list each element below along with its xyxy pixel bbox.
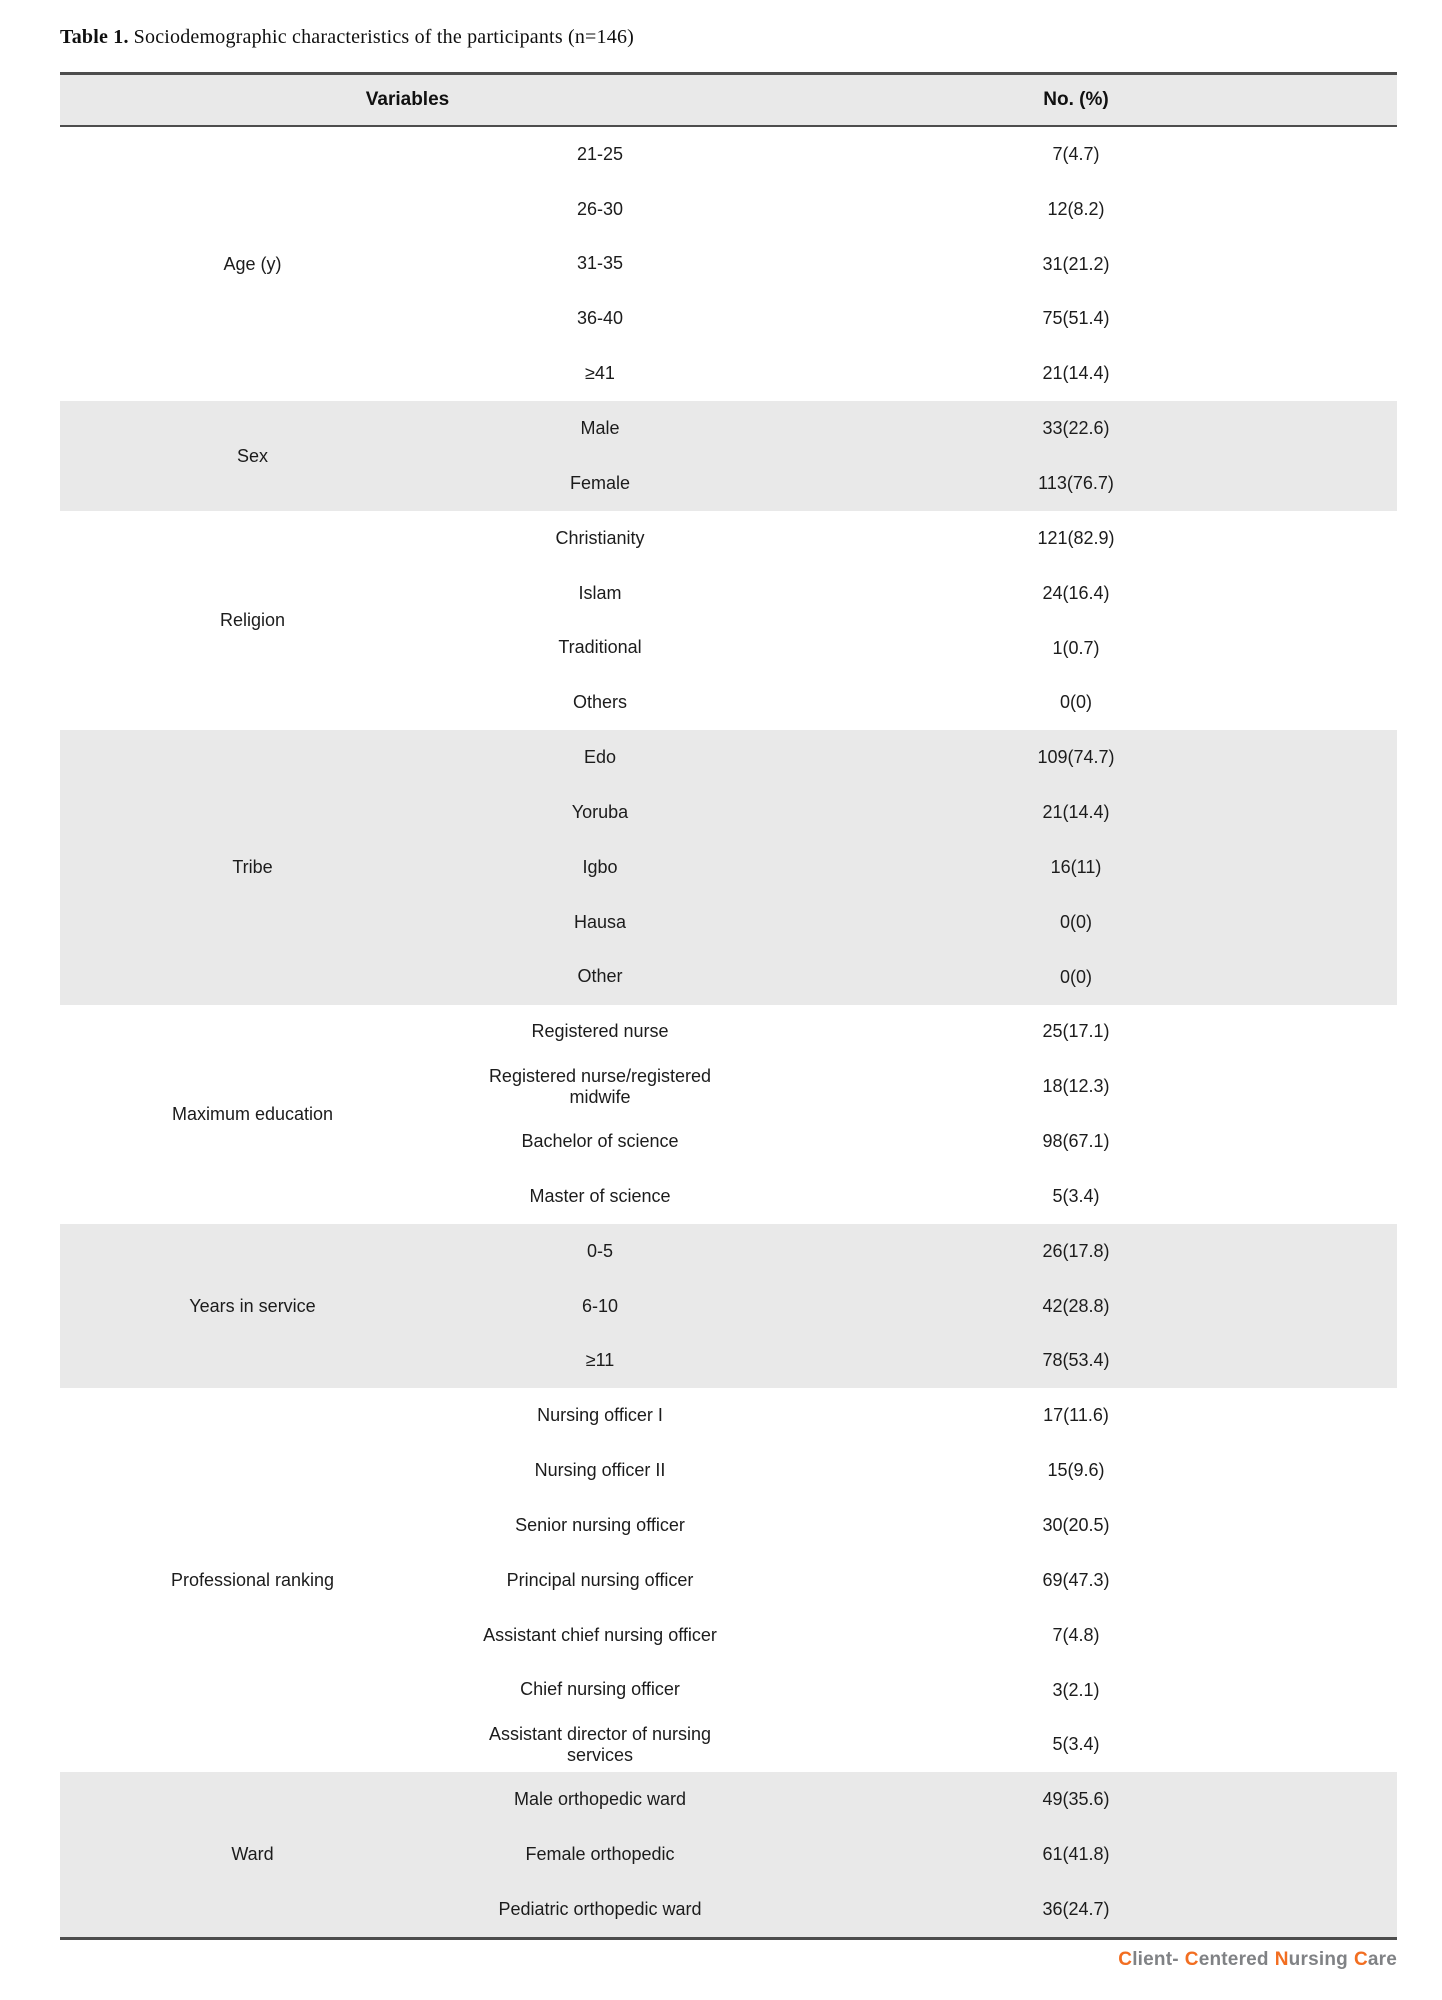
value-cell: 61(41.8) bbox=[1042, 1844, 1110, 1865]
value-cell: 21(14.4) bbox=[1042, 802, 1110, 823]
section-rows bbox=[445, 730, 1397, 1004]
table-row bbox=[445, 1059, 1397, 1114]
value-cell: 0(0) bbox=[1059, 966, 1092, 987]
table-row bbox=[445, 1443, 1397, 1498]
variable-label: Hausa bbox=[573, 911, 627, 932]
journal-logo-word: Client- bbox=[1118, 1949, 1179, 1970]
section-rows bbox=[445, 1005, 1397, 1224]
variable-cell bbox=[445, 840, 755, 895]
table-row bbox=[445, 1224, 1397, 1279]
variable-label: Male orthopedic ward bbox=[513, 1789, 687, 1810]
value-cell: 21(14.4) bbox=[1042, 363, 1110, 384]
variable-cell bbox=[445, 675, 755, 730]
category-cell: Religion bbox=[219, 610, 286, 631]
variable-label: Bachelor of science bbox=[521, 1130, 679, 1151]
table-row bbox=[445, 1388, 1397, 1443]
variable-label: Registered nurse/registered midwife bbox=[488, 1065, 712, 1107]
table-header-row bbox=[60, 75, 1397, 127]
variable-cell bbox=[445, 1663, 755, 1718]
table-row bbox=[445, 1114, 1397, 1169]
header-no-pct: No. (%) bbox=[1043, 89, 1109, 110]
variable-cell bbox=[445, 182, 755, 237]
variable-cell bbox=[445, 456, 755, 511]
table-row bbox=[445, 785, 1397, 840]
variable-label: Christianity bbox=[555, 527, 645, 548]
value-cell: 75(51.4) bbox=[1042, 308, 1110, 329]
value-cell: 0(0) bbox=[1059, 911, 1092, 932]
variable-label: Senior nursing officer bbox=[515, 1514, 685, 1535]
value-cell: 78(53.4) bbox=[1042, 1350, 1110, 1371]
variable-cell bbox=[445, 1169, 755, 1224]
variable-label: Assistant director of nursing services bbox=[488, 1723, 712, 1765]
table-section bbox=[60, 1772, 1397, 1937]
category-cell: Years in service bbox=[189, 1295, 316, 1316]
table-row bbox=[445, 1553, 1397, 1608]
table-row bbox=[445, 292, 1397, 347]
variable-cell bbox=[445, 1882, 755, 1937]
category-cell: Maximum education bbox=[171, 1103, 334, 1124]
table-row bbox=[445, 840, 1397, 895]
sociodemographic-table bbox=[60, 72, 1397, 1940]
table-row bbox=[445, 182, 1397, 237]
variable-cell bbox=[445, 1388, 755, 1443]
table-caption bbox=[60, 26, 634, 49]
variable-cell bbox=[445, 1005, 755, 1060]
table-row bbox=[445, 1772, 1397, 1827]
table-row bbox=[445, 1608, 1397, 1663]
journal-logo bbox=[60, 1949, 1397, 1971]
table-row bbox=[445, 1279, 1397, 1334]
variable-label: Principal nursing officer bbox=[506, 1569, 694, 1590]
variable-cell bbox=[445, 401, 755, 456]
table-row bbox=[445, 237, 1397, 292]
variable-cell bbox=[445, 1553, 755, 1608]
section-rows bbox=[445, 511, 1397, 730]
value-cell: 18(12.3) bbox=[1042, 1076, 1110, 1097]
value-cell: 69(47.3) bbox=[1042, 1569, 1110, 1590]
table-row bbox=[445, 1005, 1397, 1060]
variable-label: Female bbox=[569, 472, 631, 493]
section-rows bbox=[445, 127, 1397, 401]
section-rows bbox=[445, 1388, 1397, 1772]
variable-label: Nursing officer II bbox=[534, 1460, 666, 1481]
table-row bbox=[445, 1498, 1397, 1553]
journal-logo-word: Care bbox=[1353, 1949, 1397, 1970]
table-body bbox=[60, 127, 1397, 1937]
table-section bbox=[60, 511, 1397, 730]
value-cell: 42(28.8) bbox=[1042, 1295, 1110, 1316]
variable-label: 0-5 bbox=[586, 1240, 613, 1261]
table-row bbox=[445, 621, 1397, 676]
variable-cell bbox=[445, 785, 755, 840]
variable-label: Edo bbox=[583, 747, 617, 768]
variable-cell bbox=[445, 292, 755, 347]
value-cell: 5(3.4) bbox=[1052, 1734, 1100, 1755]
variable-label: Pediatric orthopedic ward bbox=[498, 1898, 702, 1919]
value-cell: 121(82.9) bbox=[1037, 527, 1115, 548]
variable-cell bbox=[445, 1827, 755, 1882]
variable-label: Islam bbox=[578, 582, 622, 603]
table-row bbox=[445, 1882, 1397, 1937]
variable-label: Registered nurse bbox=[531, 1021, 669, 1042]
value-cell: 26(17.8) bbox=[1042, 1240, 1110, 1261]
variable-cell bbox=[445, 511, 755, 566]
variable-cell bbox=[445, 566, 755, 621]
variable-label: 26-30 bbox=[576, 198, 624, 219]
category-cell: Professional ranking bbox=[170, 1569, 335, 1590]
value-cell: 0(0) bbox=[1059, 692, 1092, 713]
variable-cell bbox=[445, 621, 755, 676]
table-row bbox=[445, 950, 1397, 1005]
variable-label: 31-35 bbox=[576, 253, 624, 274]
value-cell: 17(11.6) bbox=[1043, 1405, 1109, 1426]
value-cell: 5(3.4) bbox=[1052, 1185, 1100, 1206]
table-section bbox=[60, 730, 1397, 1004]
table-row bbox=[445, 401, 1397, 456]
table-row bbox=[445, 1334, 1397, 1389]
variable-label: Assistant chief nursing officer bbox=[483, 1624, 717, 1645]
variable-cell bbox=[445, 895, 755, 950]
table-row bbox=[445, 511, 1397, 566]
journal-logo-word: Centered bbox=[1184, 1949, 1269, 1970]
table-row bbox=[445, 1169, 1397, 1224]
table-row bbox=[445, 675, 1397, 730]
variable-cell bbox=[445, 1772, 755, 1827]
value-cell: 25(17.1) bbox=[1042, 1021, 1110, 1042]
table-caption-text: Sociodemographic characteristics of the participants (n=146) bbox=[133, 26, 635, 48]
section-rows bbox=[445, 1224, 1397, 1389]
variable-label: 6-10 bbox=[581, 1295, 619, 1316]
variable-label: 36-40 bbox=[576, 308, 624, 329]
table-caption-label: Table 1. bbox=[60, 26, 129, 48]
table-row bbox=[445, 895, 1397, 950]
value-cell: 7(4.8) bbox=[1052, 1624, 1100, 1645]
value-cell: 15(9.6) bbox=[1047, 1460, 1105, 1481]
variable-label: Female orthopedic bbox=[525, 1843, 675, 1864]
variable-label: Others bbox=[572, 692, 628, 713]
value-cell: 49(35.6) bbox=[1042, 1789, 1110, 1810]
variable-label: 21-25 bbox=[576, 143, 624, 164]
value-cell: 24(16.4) bbox=[1042, 582, 1110, 603]
variable-cell bbox=[445, 1224, 755, 1279]
header-variables: Variables bbox=[365, 89, 450, 110]
variable-cell bbox=[445, 730, 755, 785]
variable-cell bbox=[445, 1608, 755, 1663]
category-cell: Sex bbox=[236, 445, 269, 466]
variable-cell bbox=[445, 127, 755, 182]
variable-cell bbox=[445, 1498, 755, 1553]
value-cell: 113(76.7) bbox=[1038, 472, 1114, 493]
table-row bbox=[445, 346, 1397, 401]
variable-cell bbox=[445, 346, 755, 401]
journal-logo-word: Nursing bbox=[1274, 1949, 1348, 1970]
value-cell: 7(4.7) bbox=[1052, 143, 1100, 164]
value-cell: 30(20.5) bbox=[1042, 1515, 1110, 1536]
variable-label: Yoruba bbox=[571, 801, 629, 822]
value-cell: 1(0.7) bbox=[1052, 637, 1100, 658]
table-row bbox=[445, 566, 1397, 621]
variable-cell bbox=[445, 1114, 755, 1169]
variable-cell bbox=[445, 1279, 755, 1334]
value-cell: 109(74.7) bbox=[1037, 747, 1115, 768]
variable-cell bbox=[445, 1717, 755, 1772]
value-cell: 3(2.1) bbox=[1052, 1679, 1100, 1700]
variable-label: Male bbox=[580, 418, 620, 439]
table-row bbox=[445, 456, 1397, 511]
section-rows bbox=[445, 1772, 1397, 1937]
section-rows bbox=[445, 401, 1397, 511]
variable-cell bbox=[445, 237, 755, 292]
table-section bbox=[60, 127, 1397, 401]
table-section bbox=[60, 1388, 1397, 1772]
variable-cell bbox=[445, 1334, 755, 1389]
variable-label: Other bbox=[577, 966, 623, 987]
variable-cell bbox=[445, 1059, 755, 1114]
value-cell: 31(21.2) bbox=[1042, 253, 1110, 274]
value-cell: 12(8.2) bbox=[1047, 198, 1105, 219]
table-row bbox=[445, 1717, 1397, 1772]
variable-cell bbox=[445, 1443, 755, 1498]
variable-cell bbox=[445, 950, 755, 1005]
table-row bbox=[445, 730, 1397, 785]
category-cell: Ward bbox=[231, 1844, 274, 1865]
table-row bbox=[445, 1827, 1397, 1882]
variable-label: ≥41 bbox=[585, 363, 615, 384]
table-section bbox=[60, 1005, 1397, 1224]
variable-label: Igbo bbox=[582, 856, 618, 877]
variable-label: Master of science bbox=[529, 1185, 671, 1206]
value-cell: 33(22.6) bbox=[1042, 418, 1110, 439]
variable-label: Chief nursing officer bbox=[520, 1679, 680, 1700]
table-section bbox=[60, 401, 1397, 511]
variable-label: Traditional bbox=[558, 637, 642, 658]
category-cell: Age (y) bbox=[223, 253, 282, 274]
table-row bbox=[445, 127, 1397, 182]
value-cell: 98(67.1) bbox=[1042, 1131, 1110, 1152]
table-row bbox=[445, 1663, 1397, 1718]
value-cell: 36(24.7) bbox=[1042, 1898, 1110, 1919]
variable-label: Nursing officer I bbox=[537, 1405, 663, 1426]
value-cell: 16(11) bbox=[1050, 856, 1102, 877]
variable-label: ≥11 bbox=[585, 1350, 615, 1371]
category-cell: Tribe bbox=[232, 856, 273, 877]
table-section bbox=[60, 1224, 1397, 1389]
